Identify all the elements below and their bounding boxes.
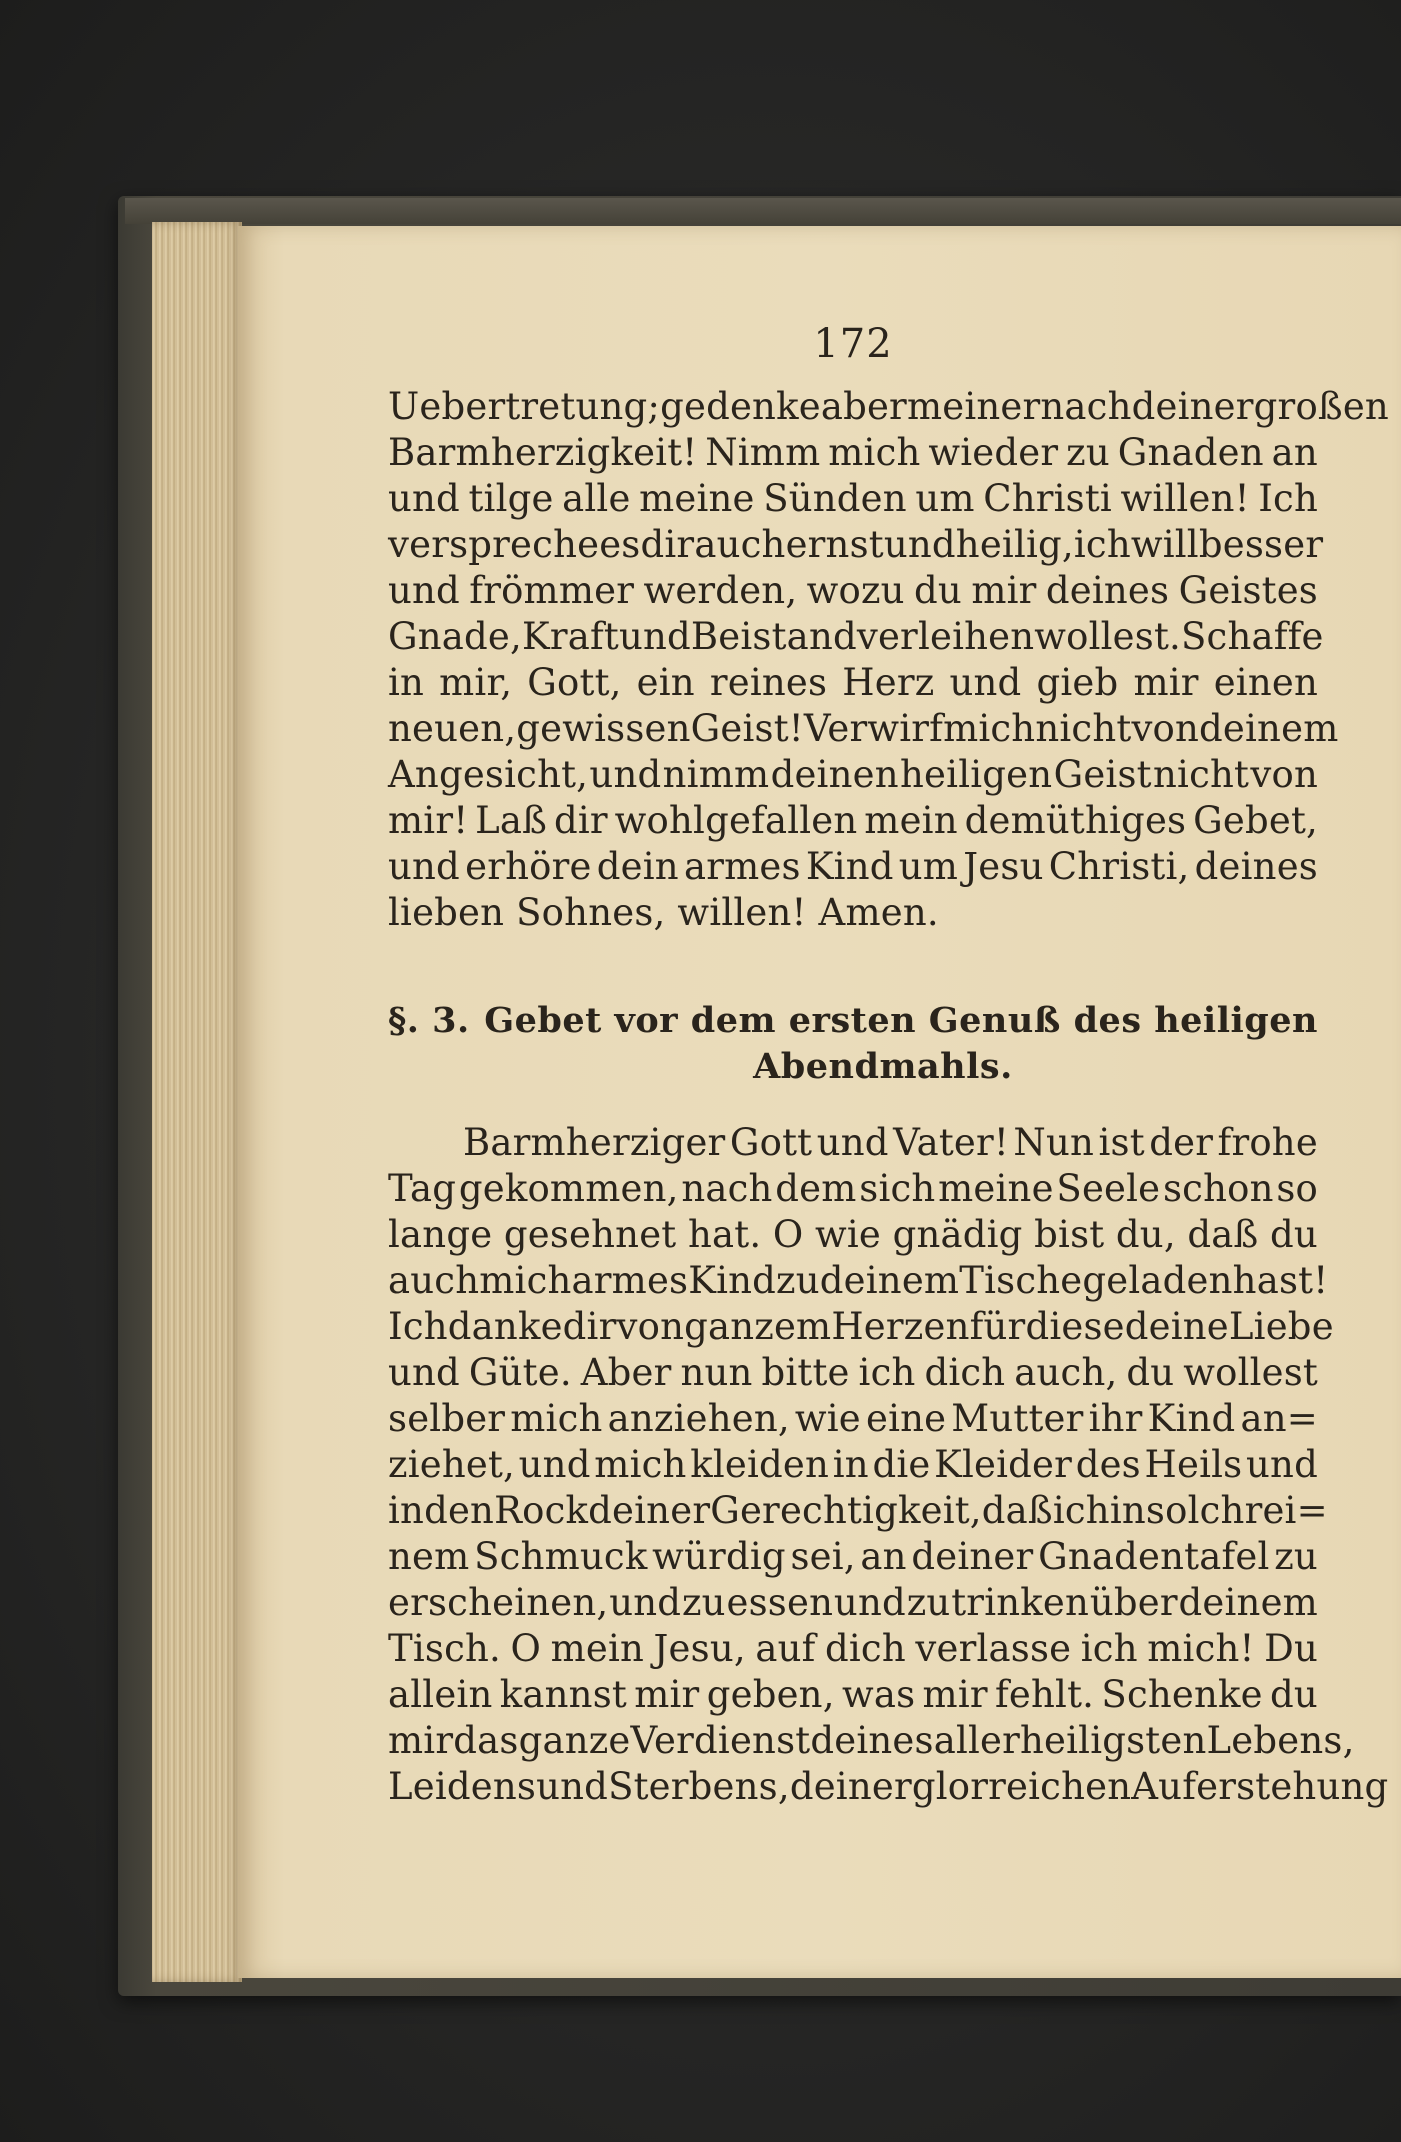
- word: erscheinen,: [388, 1581, 609, 1624]
- word: gesehnet: [503, 1213, 677, 1256]
- word: Nun: [1013, 1121, 1095, 1164]
- word: Gnaden: [1117, 431, 1264, 474]
- word: verspreche: [388, 523, 600, 566]
- word: in: [832, 1443, 869, 1486]
- word: auch,: [1014, 1351, 1118, 1394]
- word: du: [1126, 1351, 1175, 1394]
- page-number: 172: [813, 321, 893, 367]
- word: ich: [1052, 1489, 1110, 1532]
- word: an: [860, 1535, 907, 1578]
- word: diese: [1025, 1305, 1125, 1348]
- word: Gott,: [527, 661, 622, 704]
- word: Geist: [1053, 753, 1152, 796]
- word: Schenke: [1101, 1673, 1263, 1716]
- word: würdig: [652, 1535, 786, 1578]
- word: heiligen: [900, 753, 1053, 796]
- word: und: [388, 569, 460, 612]
- word: was: [841, 1673, 916, 1716]
- word: Ich: [1258, 477, 1318, 520]
- text-line: [388, 1396, 1318, 1442]
- word: und: [618, 615, 691, 658]
- word: meine: [938, 1167, 1054, 1210]
- word: Tische: [959, 1259, 1083, 1302]
- word: ich: [858, 1351, 916, 1394]
- word: mir,: [439, 661, 513, 704]
- word: deines: [1194, 845, 1318, 888]
- word: den: [424, 1489, 495, 1532]
- word: und: [589, 753, 662, 796]
- word: sich: [859, 1167, 936, 1210]
- word: werden,: [643, 569, 798, 612]
- word: mich!: [1147, 1627, 1255, 1670]
- word: dem: [775, 1167, 857, 1210]
- word: mir!: [388, 799, 469, 842]
- spacer: [388, 1090, 1318, 1120]
- word: Kraft: [522, 615, 619, 658]
- word: Kleider: [934, 1443, 1073, 1486]
- word: wollest: [1183, 1351, 1318, 1394]
- word: großen: [1253, 385, 1389, 428]
- word: des: [1075, 1443, 1141, 1486]
- text-line: [388, 706, 1339, 752]
- word: Sünden: [763, 477, 907, 520]
- word: dir: [640, 523, 695, 566]
- word: und: [1246, 1443, 1318, 1486]
- word: so: [1276, 1167, 1318, 1210]
- word: du: [1270, 1213, 1318, 1256]
- word: deiner: [1131, 385, 1254, 428]
- word: rei=: [1244, 1489, 1328, 1532]
- text-line: [388, 1718, 1355, 1764]
- word: wozu: [806, 569, 905, 612]
- word: auch: [388, 1259, 480, 1302]
- word: Tag: [388, 1167, 457, 1210]
- word: ihr: [1088, 1397, 1143, 1440]
- word: Schmuck: [474, 1535, 648, 1578]
- word: ernst: [785, 523, 884, 566]
- text-line: [388, 476, 1318, 522]
- word: Lebens,: [1206, 1719, 1355, 1762]
- word: Gerechtigkeit,: [710, 1489, 982, 1532]
- text-line: [388, 1442, 1318, 1488]
- word: ganzem: [684, 1305, 832, 1348]
- word: wie: [794, 1397, 861, 1440]
- word: danke: [447, 1305, 563, 1348]
- book-page: [238, 226, 1401, 1978]
- word: Leidens: [388, 1765, 537, 1808]
- word: dir: [553, 799, 608, 842]
- word: frohe: [1217, 1121, 1318, 1164]
- word: Verdienst: [630, 1719, 811, 1762]
- word: auch: [694, 523, 786, 566]
- word: Auferstehung: [1131, 1765, 1389, 1808]
- paragraph-1: [388, 384, 1389, 936]
- word: mich: [479, 1259, 572, 1302]
- word: sei,: [790, 1535, 856, 1578]
- word: O: [510, 1627, 542, 1670]
- word: gekommen,: [458, 1167, 679, 1210]
- word: an=: [1240, 1397, 1318, 1440]
- word: demüthiges: [964, 799, 1187, 842]
- word: Geist!: [690, 707, 804, 750]
- word: an: [1271, 431, 1318, 474]
- word: von: [1131, 707, 1200, 750]
- text-line: [388, 1672, 1318, 1718]
- word: wohlgefallen: [614, 799, 858, 842]
- word: Kind: [688, 1259, 777, 1302]
- word: willen!: [1120, 477, 1250, 520]
- word: und: [949, 661, 1022, 704]
- word: und: [518, 1443, 591, 1486]
- word: zu: [681, 1581, 726, 1624]
- word: Gebet,: [1193, 799, 1318, 842]
- word: selber: [388, 1397, 506, 1440]
- text-line: [388, 384, 1389, 430]
- word: Beistand: [690, 615, 857, 658]
- word: essen: [726, 1581, 834, 1624]
- text-line: [388, 1166, 1318, 1212]
- word: Nimm: [705, 431, 821, 474]
- word: mich: [594, 1443, 687, 1486]
- word: trinken: [951, 1581, 1089, 1624]
- word: kleiden: [690, 1443, 830, 1486]
- text-line: [388, 752, 1318, 798]
- word: O: [772, 1213, 804, 1256]
- word: Jesu: [963, 845, 1044, 888]
- page-text-block: [388, 316, 1389, 1810]
- word: Herz: [842, 661, 935, 704]
- word: Kind: [805, 845, 894, 888]
- word: geben,: [706, 1673, 835, 1716]
- word: in: [388, 661, 425, 704]
- word: Aber: [580, 1351, 672, 1394]
- word: die: [872, 1443, 931, 1486]
- word: heilig,: [955, 523, 1074, 566]
- section-heading: [388, 998, 1318, 1090]
- word: mich: [828, 431, 921, 474]
- word: mir: [634, 1673, 700, 1716]
- word: ein: [636, 661, 695, 704]
- word: verleihen: [856, 615, 1035, 658]
- word: ist: [1098, 1121, 1145, 1164]
- word: meiner: [906, 385, 1041, 428]
- text-line: [388, 660, 1318, 706]
- word: ich: [1080, 1627, 1138, 1670]
- word: nun: [680, 1351, 753, 1394]
- word: der: [1149, 1121, 1214, 1164]
- word: Gnade,: [388, 615, 522, 658]
- section-heading-line-2: Abendmahls.: [753, 1046, 1013, 1087]
- word: mich: [510, 1397, 603, 1440]
- book-cover-top-edge: [125, 198, 1401, 224]
- word: deinem: [1178, 1581, 1318, 1624]
- word: und: [388, 1351, 460, 1394]
- word: dich: [825, 1627, 906, 1670]
- word: von: [616, 1305, 685, 1348]
- word: gewissen: [516, 707, 691, 750]
- text-line: [388, 1764, 1389, 1810]
- word: mir: [971, 569, 1037, 612]
- word: anziehen,: [607, 1397, 790, 1440]
- word: meine: [639, 477, 755, 520]
- section-heading-line-1: [388, 998, 1318, 1044]
- word: über: [1089, 1581, 1178, 1624]
- word: es: [599, 523, 641, 566]
- word: bist: [1034, 1213, 1105, 1256]
- word: armes: [571, 1259, 689, 1302]
- word: dich: [924, 1351, 1006, 1394]
- text-line: [388, 1304, 1334, 1350]
- text-line: [388, 614, 1324, 660]
- word: Du: [1264, 1627, 1318, 1670]
- text-line: [388, 1120, 1318, 1166]
- word: nimm: [662, 753, 770, 796]
- word: zu: [1274, 1535, 1318, 1578]
- word: bitte: [761, 1351, 850, 1394]
- paragraph-2: [388, 1120, 1389, 1810]
- word: Kind: [1147, 1397, 1236, 1440]
- word: und: [833, 1581, 906, 1624]
- word: Angesicht,: [388, 753, 589, 796]
- word: verlasse: [915, 1627, 1072, 1670]
- word: gnädig: [892, 1213, 1023, 1256]
- word: Laß: [475, 799, 548, 842]
- word: deines: [810, 1719, 934, 1762]
- word: deines: [1045, 569, 1170, 612]
- word: Uebertretung;: [388, 385, 661, 428]
- section-number: §. 3.: [388, 1000, 470, 1041]
- word: nicht: [1153, 753, 1250, 796]
- word: du,: [1115, 1213, 1176, 1256]
- word: um: [898, 845, 959, 888]
- word: lange: [388, 1213, 493, 1256]
- word: alle: [562, 477, 631, 520]
- word: hat.: [687, 1213, 762, 1256]
- section-title: Gebet vor dem ersten Genuß des heiligen: [484, 1000, 1318, 1041]
- word: und: [883, 523, 956, 566]
- word: armes: [683, 845, 801, 888]
- word: ganze: [518, 1719, 631, 1762]
- spacer: [388, 936, 1318, 998]
- word: tilge: [468, 477, 554, 520]
- word: und: [388, 845, 460, 888]
- word: solch: [1145, 1489, 1245, 1532]
- word: zu: [906, 1581, 951, 1624]
- word: deiner: [789, 1765, 912, 1808]
- text-line: [388, 1488, 1328, 1534]
- text-line: lieben Sohnes, willen! Amen.: [388, 891, 939, 934]
- word: eine: [865, 1397, 947, 1440]
- word: zu: [1066, 431, 1110, 474]
- word: du: [1270, 1673, 1318, 1716]
- word: daß: [981, 1489, 1053, 1532]
- word: nem: [388, 1535, 470, 1578]
- word: gieb: [1036, 661, 1119, 704]
- word: besser: [1198, 523, 1324, 566]
- word: für: [969, 1305, 1026, 1348]
- text-line: [388, 1212, 1318, 1258]
- word: in: [388, 1489, 425, 1532]
- word: du: [914, 569, 962, 612]
- word: Geistes: [1178, 569, 1318, 612]
- text-line: [388, 1350, 1318, 1396]
- word: nach: [681, 1167, 773, 1210]
- word: erhöre: [465, 845, 592, 888]
- word: zu: [776, 1259, 820, 1302]
- word: Tisch.: [388, 1627, 502, 1670]
- word: gedenke: [660, 385, 821, 428]
- text-line: [388, 1534, 1318, 1580]
- word: mir: [388, 1719, 454, 1762]
- text-line: [388, 522, 1324, 568]
- word: aber: [820, 385, 907, 428]
- word: mir: [922, 1673, 988, 1716]
- word: Ich: [388, 1305, 448, 1348]
- word: nicht: [1035, 707, 1132, 750]
- word: mein: [550, 1627, 645, 1670]
- word: das: [453, 1719, 519, 1762]
- word: von: [1250, 753, 1318, 796]
- word: Jesu,: [653, 1627, 746, 1670]
- text-line: [388, 1580, 1318, 1626]
- word: ziehet,: [388, 1443, 515, 1486]
- word: mein: [864, 799, 958, 842]
- text-line: [388, 1258, 1329, 1304]
- word: Rock: [494, 1489, 589, 1532]
- word: und: [536, 1765, 609, 1808]
- word: Gnadentafel: [1038, 1535, 1270, 1578]
- word: nach: [1040, 385, 1132, 428]
- word: Christi: [983, 477, 1112, 520]
- word: wieder: [928, 431, 1059, 474]
- text-line: [388, 1626, 1318, 1672]
- word: deiner: [911, 1535, 1034, 1578]
- word: dein: [596, 845, 679, 888]
- text-line: [388, 568, 1318, 614]
- word: deinem: [819, 1259, 960, 1302]
- word: allerheiligsten: [933, 1719, 1207, 1762]
- word: Seele: [1056, 1167, 1161, 1210]
- word: wie: [815, 1213, 882, 1256]
- word: deine: [1124, 1305, 1229, 1348]
- word: Barmherzigkeit!: [388, 431, 698, 474]
- word: allein: [388, 1673, 493, 1716]
- word: einen: [1213, 661, 1318, 704]
- word: Mutter: [951, 1397, 1084, 1440]
- word: deinen: [770, 753, 899, 796]
- word: Barmherziger: [463, 1121, 726, 1164]
- word: um: [915, 477, 975, 520]
- word: in: [1109, 1489, 1146, 1532]
- text-line: [388, 430, 1318, 476]
- word: mich: [943, 707, 1036, 750]
- word: ich: [1073, 523, 1131, 566]
- word: daß: [1187, 1213, 1259, 1256]
- word: Güte.: [468, 1351, 572, 1394]
- word: Schaffe: [1181, 615, 1324, 658]
- word: Gott: [729, 1121, 813, 1164]
- text-line: [388, 844, 1318, 890]
- word: Liebe: [1228, 1305, 1334, 1348]
- word: frömmer: [469, 569, 635, 612]
- word: dir: [562, 1305, 617, 1348]
- word: mir: [1133, 661, 1199, 704]
- word: und: [816, 1121, 889, 1164]
- word: auf: [755, 1627, 816, 1670]
- word: Verwirf: [803, 707, 944, 750]
- text-line: [388, 798, 1318, 844]
- word: fehlt.: [995, 1673, 1095, 1716]
- word: Sterbens,: [608, 1765, 790, 1808]
- word: deiner: [588, 1489, 711, 1532]
- word: neuen,: [388, 707, 517, 750]
- page-edges: [152, 222, 242, 1982]
- word: Heils: [1144, 1443, 1243, 1486]
- word: kannst: [499, 1673, 627, 1716]
- word: wollest.: [1034, 615, 1181, 658]
- word: reines: [709, 661, 828, 704]
- word: und: [388, 477, 460, 520]
- word: will: [1130, 523, 1199, 566]
- word: schon: [1162, 1167, 1274, 1210]
- word: Christi,: [1048, 845, 1190, 888]
- word: Herzen: [831, 1305, 970, 1348]
- word: geladen: [1082, 1259, 1233, 1302]
- word: hast!: [1232, 1259, 1329, 1302]
- word: Vater!: [893, 1121, 1009, 1164]
- word: und: [609, 1581, 682, 1624]
- word: glorreichen: [911, 1765, 1132, 1808]
- word: deinem: [1199, 707, 1339, 750]
